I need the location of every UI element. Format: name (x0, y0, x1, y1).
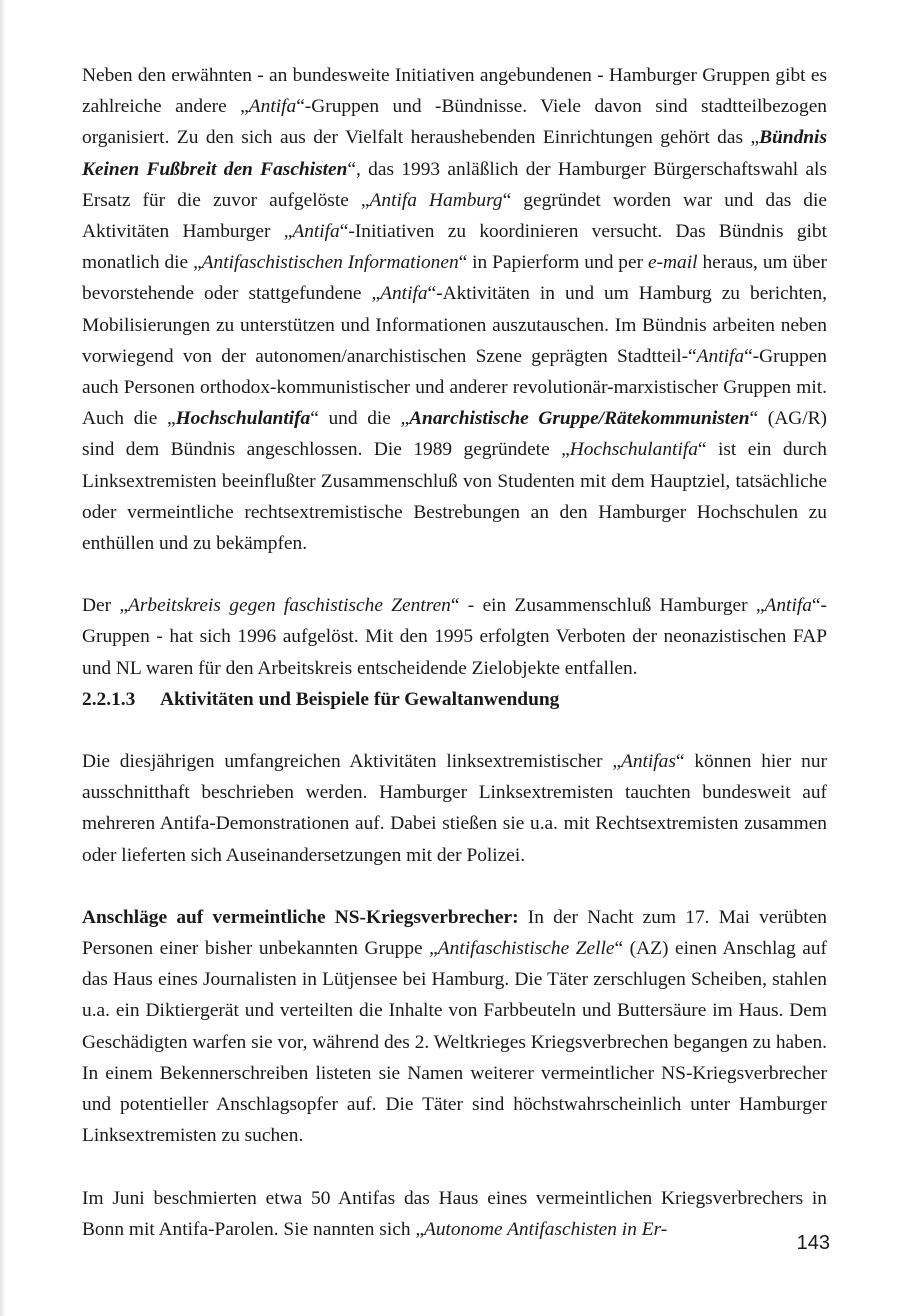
text-run: “, das 1993 anläßlich der Hamburger Bürgerschaftswahl als Ersatz für die zuvor aufgelöste „ (82, 158, 827, 211)
text-run: Antifaschistischen Informationen (201, 252, 459, 274)
text-run: Antifa (248, 96, 297, 118)
text-run: Hochschulantifa (175, 408, 311, 430)
text-run: “ ist ein durch Linksextremisten beeinflußter Zusammenschluß von Studenten mit dem Hauptziel, tatsächliche oder vermeintliche rechtsextremistische Bestrebungen an den Hamburger Hochschulen zu enthüllen und zu bekämpfen. (82, 439, 828, 555)
text-run: Bündnis Keinen Fußbreit den Faschisten (82, 127, 827, 180)
section-title: Aktivitäten und Beispiele für Gewaltanwendung (160, 688, 560, 710)
text-run: heraus, um über bevorstehende oder stattgefundene „ (82, 252, 827, 305)
text-run: Antifas (620, 751, 676, 773)
text-run: “ (AZ) einen Anschlag auf das Haus eines Journalisten in Lütjensee bei Hamburg. Die Täter zerschlugen Scheiben, stahlen u.a. ein Diktiergerät und verteilten die Inhalte von Farbbeuteln und Buttersäure im Haus. Dem Geschädigten warfen sie vor, während des 2. Weltkrieges Kriegsverbrechen begangen zu haben. In einem Bekennerschreiben listeten sie Namen weiterer vermeintlicher NS-Kriegsverbrecher und potentieller Anschlagsopfer auf. Die Täter sind höchstwahrscheinlich unter Hamburger Linksextremisten zu suchen. (82, 938, 827, 1147)
text-run: Antifaschistische Zelle (437, 938, 615, 960)
text-run: e-mail (647, 252, 698, 274)
paragraph-attacks (82, 902, 827, 1152)
text-run: Neben den erwähnten - an bundesweite Initiativen angebundenen - Hamburger Gruppen gibt es zahlreiche andere „ (82, 65, 827, 118)
text-run: “-Gruppen und -Bündnisse. Viele davon sind stadtteilbezogen organisiert. Zu den sich aus der Vielfalt heraushebenden Einrichtungen gehört das „ (82, 96, 828, 149)
text-run: “-Gruppen auch Personen orthodox-kommunistischer und anderer revolutionär-marxistischer Gruppen mit. Auch die „ (82, 345, 827, 430)
text-run: Antifa Hamburg (369, 189, 503, 211)
text-run: “ (AG/R) sind dem Bündnis angeschlossen. Die 1989 gegründete „ (82, 408, 828, 461)
text-run: Antifa (764, 595, 812, 617)
page-number: 143 (796, 1232, 830, 1254)
text-run: Der „ (82, 595, 128, 617)
text-run: “ können hier nur ausschnitthaft beschrieben werden. Hamburger Linksextremisten tauchten bundesweit auf mehreren Antifa-Demonstrationen auf. Dabei stießen sie u.a. mit Rechtsextremisten zusammen oder lieferten sich Auseinandersetzungen mit der Polizei. (82, 751, 827, 866)
section-number: 2.2.1.3 (82, 688, 136, 710)
text-run: “-Aktivitäten in und um Hamburg zu berichten, Mobilisierungen zu unterstützen und Informationen auszutauschen. Im Bündnis arbeiten neben vorwiegend von der autonomen/anarchistischen Szene geprägten Stadtteil-“ (82, 283, 827, 367)
text-run: “ und die „ (310, 408, 410, 430)
paragraph-antifa-groups (82, 60, 827, 559)
text-run: Autonome Antifaschisten in Er- (423, 1218, 668, 1240)
text-run: “-Initiativen zu koordinieren versucht. Das Bündnis gibt monatlich die „ (82, 221, 827, 274)
text-run: Die diesjährigen umfangreichen Aktivitäten linksextremistischer „ (82, 751, 621, 773)
text-run: Antifa (696, 345, 745, 367)
paragraph-activities (82, 746, 827, 871)
text-run: “-Gruppen - hat sich 1996 aufgelöst. Mit den 1995 erfolgten Verboten der neonazistischen FAP und NL waren für den Arbeitskreis entscheidende Zielobjekte entfallen. (82, 595, 827, 679)
text-run: Antifa (380, 283, 428, 305)
text-run: Antifa (292, 221, 340, 243)
text-run: “ - ein Zusammenschluß Hamburger „ (450, 595, 765, 617)
paragraph-arbeitskreis (82, 590, 827, 684)
text-run: Im Juni beschmierten etwa 50 Antifas das Haus eines vermeintlichen Kriegsverbrechers in Bonn mit Antifa-Parolen. Sie nannten sich „ (82, 1187, 827, 1240)
text-run: “ in Papierform und per (458, 252, 648, 274)
section-heading (82, 684, 827, 715)
document-page (82, 60, 827, 1245)
text-run: In der Nacht zum 17. Mai verübten Personen einer bisher unbekannten Gruppe „ (82, 906, 827, 960)
paragraph-june-bonn (82, 1183, 827, 1245)
text-run: Anarchistische Gruppe/Rätekommunisten (409, 408, 750, 430)
text-run: “ gegründet worden war und das die Aktivitäten Hamburger „ (82, 189, 827, 243)
text-run: Arbeitskreis gegen faschistische Zentren (127, 595, 451, 617)
text-run: Hochschulantifa (569, 439, 698, 461)
scan-edge-shadow (0, 0, 6, 1316)
text-run: Anschläge auf vermeintliche NS-Kriegsverbrecher: (82, 906, 519, 928)
